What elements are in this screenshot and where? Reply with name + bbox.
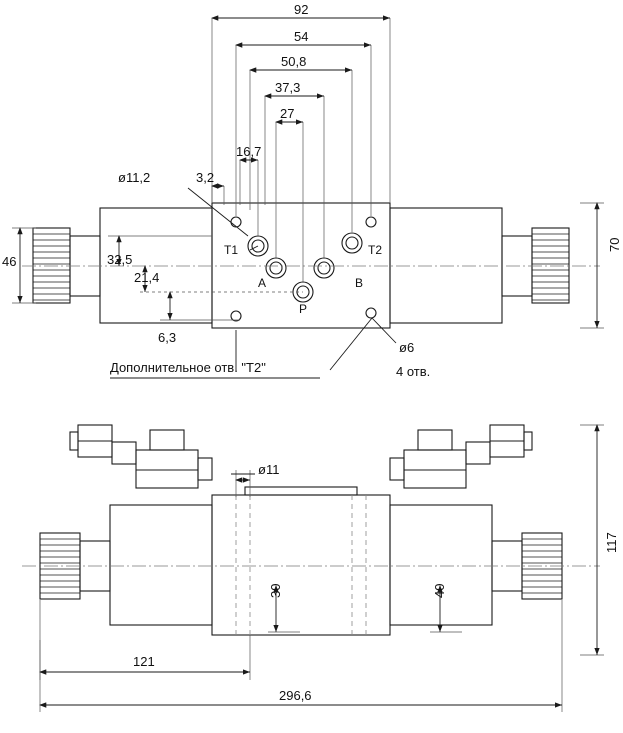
dim-167-label: 16,7 xyxy=(236,144,262,159)
hidden-lines-front xyxy=(236,495,366,635)
note-extra-hole-label: Дополнительное отв. "T2" xyxy=(110,360,266,375)
port-t2-label: T2 xyxy=(368,243,383,257)
front-view-group xyxy=(40,425,562,635)
dim-46-label: 46 xyxy=(2,254,17,269)
port-a-label: A xyxy=(258,276,267,290)
port-t1-label: T1 xyxy=(224,243,239,257)
dim-d11-label: ø11 xyxy=(258,462,280,477)
dim-27-label: 27 xyxy=(280,106,295,121)
dim-373-label: 37,3 xyxy=(275,80,301,95)
front-inner-lines xyxy=(212,495,390,635)
port-b-label: B xyxy=(355,276,364,290)
dim-214-label: 21,4 xyxy=(134,270,160,285)
dim-54-label: 54 xyxy=(294,29,309,44)
port-p-label: P xyxy=(299,302,308,316)
dim-40-label: 40 xyxy=(432,583,447,598)
note-four-holes-label: 4 отв. xyxy=(396,364,431,379)
dim-d6-label: ø6 xyxy=(399,340,415,355)
dim-d112-label: ø11,2 xyxy=(118,170,151,185)
dim-2966-label: 296,6 xyxy=(279,688,312,703)
dim-117-label: 117 xyxy=(604,532,619,553)
dim-70-label: 70 xyxy=(607,237,622,252)
dim-63-label: 6,3 xyxy=(158,330,177,345)
dim-92-label: 92 xyxy=(294,2,309,17)
leader-lines-top xyxy=(188,188,396,372)
dim-325-label: 32,5 xyxy=(107,252,133,267)
dim-121-label: 121 xyxy=(133,654,155,669)
dim-508-label: 50,8 xyxy=(281,54,307,69)
dim-32-label: 3,2 xyxy=(196,170,215,185)
dim-30-label: 30 xyxy=(268,583,283,598)
